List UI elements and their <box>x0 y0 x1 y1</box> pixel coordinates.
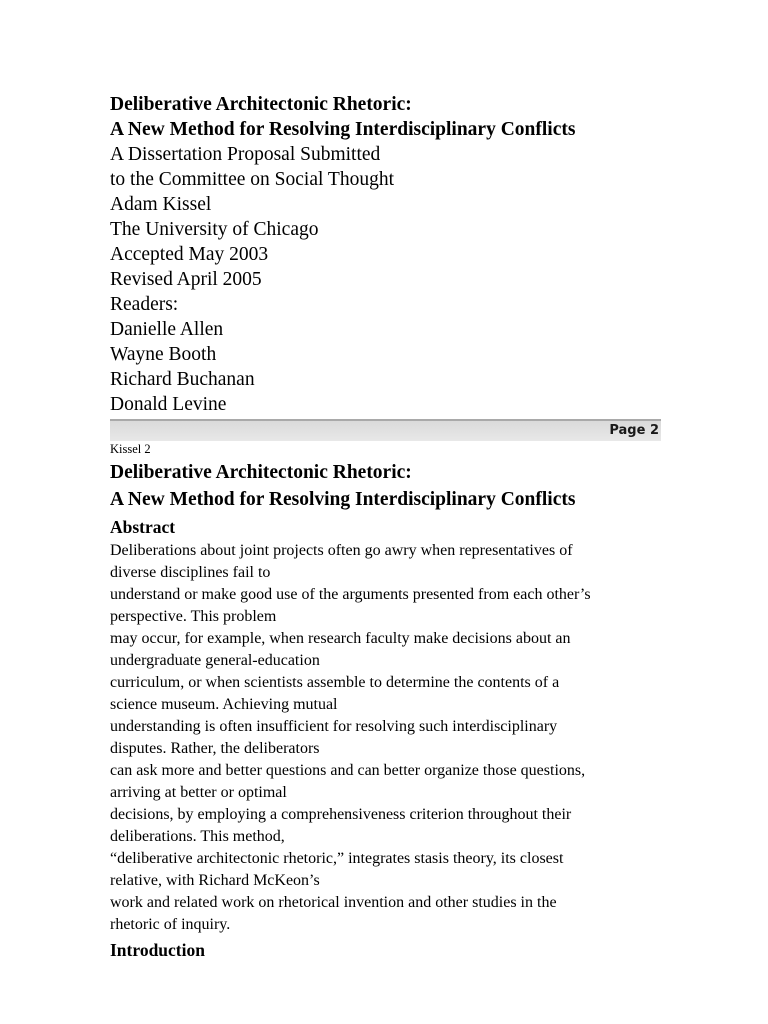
abstract-line: Deliberations about joint projects often go awry when representatives of <box>110 542 573 559</box>
abstract-line: rhetoric of inquiry. <box>110 916 231 933</box>
abstract-line: “deliberative architectonic rhetoric,” integrates stasis theory, its closest <box>110 850 564 867</box>
reader-name: Richard Buchanan <box>110 369 255 390</box>
abstract-line: may occur, for example, when research faculty make decisions about an <box>110 630 571 647</box>
abstract-line: understanding is often insufficient for resolving such interdisciplinary <box>110 718 558 735</box>
introduction-heading: Introduction <box>110 940 205 960</box>
author-name: Adam Kissel <box>110 194 212 215</box>
abstract-line: decisions, by employing a comprehensiveness criterion throughout their <box>110 806 572 823</box>
abstract-line: science museum. Achieving mutual <box>110 696 338 713</box>
page-number-label: Page 2 <box>609 423 659 438</box>
revised-date: Revised April 2005 <box>110 269 262 290</box>
abstract-line: diverse disciplines fail to <box>110 564 271 581</box>
title-line-1: Deliberative Architectonic Rhetoric: <box>110 462 412 483</box>
reader-name: Wayne Booth <box>110 344 217 365</box>
abstract-line: deliberations. This method, <box>110 828 285 845</box>
title-page-details <box>110 142 670 417</box>
abstract-line: undergraduate general-education <box>110 652 320 669</box>
abstract-line: can ask more and better questions and can better organize those questions, <box>110 762 586 779</box>
readers-label: Readers: <box>110 294 179 315</box>
committee-line: to the Committee on Social Thought <box>110 169 394 190</box>
abstract-line: work and related work on rhetorical invention and other studies in the <box>110 894 557 911</box>
abstract-line: curriculum, or when scientists assemble to determine the contents of a <box>110 674 560 691</box>
page-2 <box>110 441 670 963</box>
title-line-2: A New Method for Resolving Interdisciplinary Conflicts <box>110 119 576 140</box>
accepted-date: Accepted May 2003 <box>110 244 269 265</box>
running-head: Kissel 2 <box>110 442 151 456</box>
page-1 <box>110 92 670 417</box>
abstract-line: relative, with Richard McKeon’s <box>110 872 320 889</box>
reader-name: Donald Levine <box>110 394 227 415</box>
page-2-title <box>110 459 670 513</box>
reader-name: Danielle Allen <box>110 319 224 340</box>
document-title <box>110 92 670 142</box>
title-line-2: A New Method for Resolving Interdisciplinary Conflicts <box>110 489 576 510</box>
abstract-body <box>110 540 670 936</box>
university-name: The University of Chicago <box>110 219 319 240</box>
abstract-heading: Abstract <box>110 517 176 537</box>
proposal-line: A Dissertation Proposal Submitted <box>110 144 381 165</box>
abstract-line: perspective. This problem <box>110 608 277 625</box>
title-line-1: Deliberative Architectonic Rhetoric: <box>110 94 412 115</box>
abstract-line: disputes. Rather, the deliberators <box>110 740 320 757</box>
abstract-line: arriving at better or optimal <box>110 784 287 801</box>
page-separator <box>110 419 661 441</box>
abstract-line: understand or make good use of the arguments presented from each other’s <box>110 586 591 603</box>
